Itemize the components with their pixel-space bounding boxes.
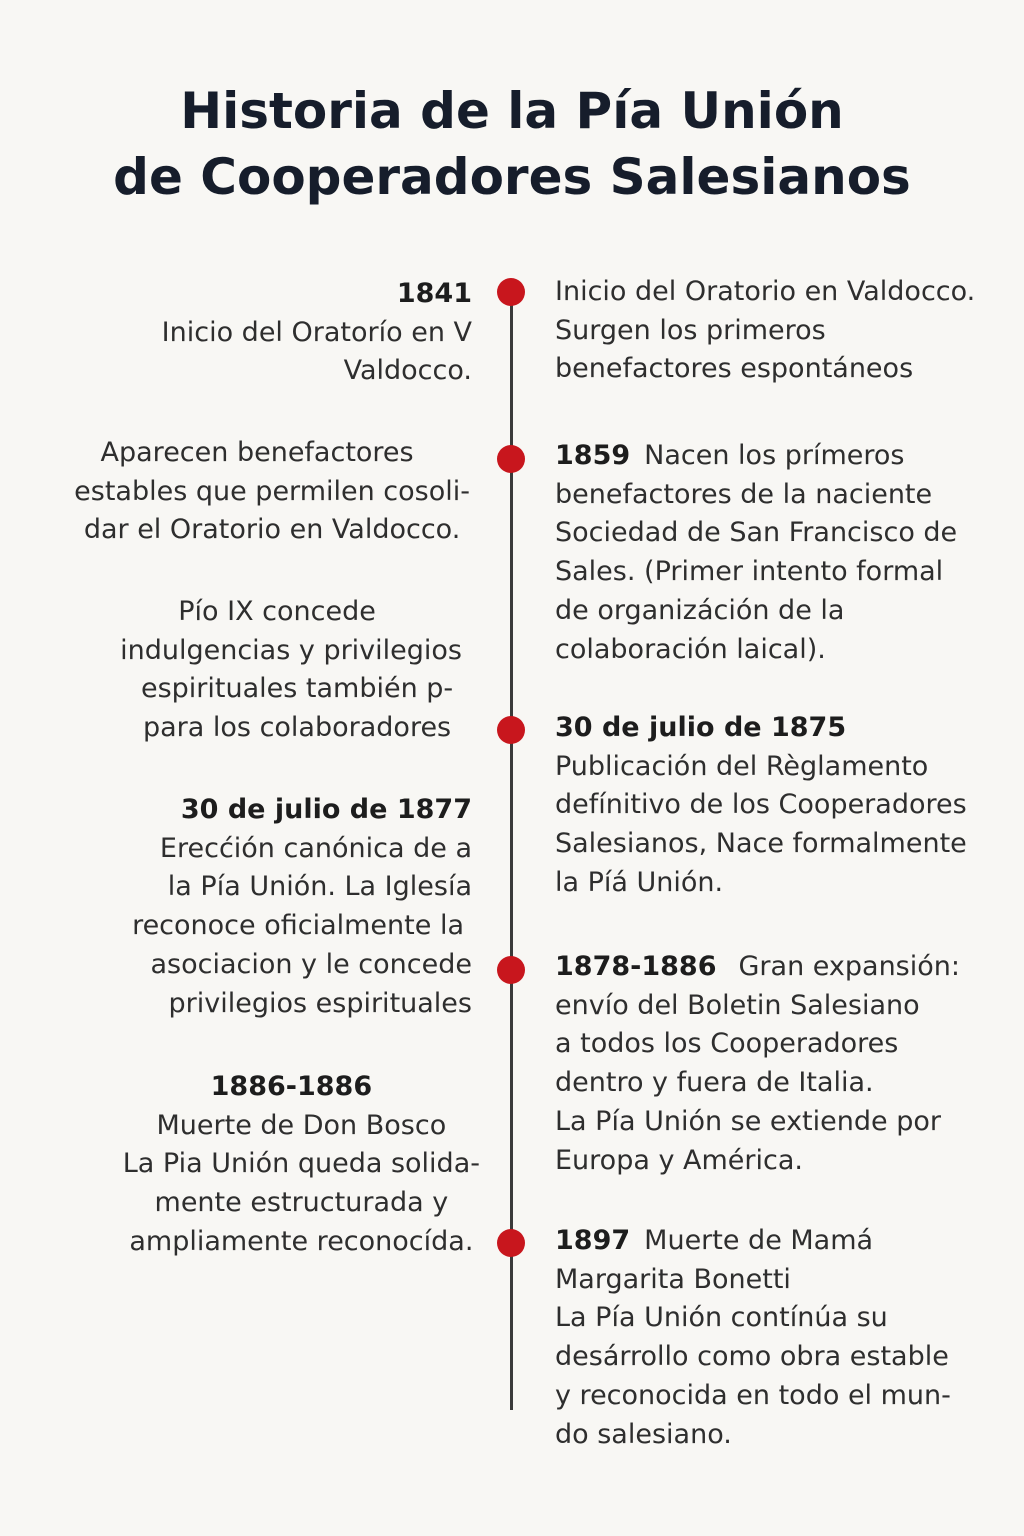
right-entry-1875 <box>555 709 967 903</box>
entry-text-line: Inicio del Oratorío en V <box>161 316 472 348</box>
entry-text-line: colaboración laical). <box>555 633 826 665</box>
entry-text-line: indulgencias y privilegios <box>120 634 462 666</box>
entry-text-line: desárrollo como obra estable <box>555 1341 949 1373</box>
page-title <box>0 78 1024 210</box>
entry-text-line: Muerte de Mamá <box>644 1225 874 1256</box>
entry-text-line: la Pía Unión. La Iglesía <box>167 871 472 903</box>
entry-year: 1886-1886 <box>210 1071 373 1102</box>
entry-text-line: Inicio del Oratorio en Valdocco. <box>555 276 976 307</box>
entry-text-line: Erecćión canónica de a <box>159 832 472 864</box>
entry-year: 30 de julio de 1875 <box>555 712 847 743</box>
title-line-1: Historia de la Pía Unión <box>180 82 844 140</box>
entry-text-line: Surgen los primeros <box>555 314 826 346</box>
entry-text-line: Valdocco. <box>343 355 472 387</box>
right-entry-1897 <box>555 1222 951 1454</box>
entry-text-line: y reconocida en todo el mun- <box>555 1379 951 1411</box>
left-entry-1886 <box>123 1068 480 1262</box>
entry-text-line: Margarita Bonetti <box>555 1263 791 1295</box>
entry-text-line: benefactores de la naciente <box>555 478 933 510</box>
entry-text-line: de organizáción de la <box>555 594 845 626</box>
entry-text-line: Europa y América. <box>555 1144 803 1176</box>
entry-text-line: La Pia Unión queda solida- <box>122 1148 480 1180</box>
entry-text-line: Gran expansión: <box>738 951 960 982</box>
entry-text-line: estables que permilen cosoli- <box>74 475 470 507</box>
title-line-2: de Cooperadores Salesianos <box>113 148 911 206</box>
entry-year: 1897 <box>555 1225 631 1256</box>
entry-text-line: dentro y fuera de Italia. <box>555 1067 874 1099</box>
left-entry-pio-ix <box>120 593 474 748</box>
entry-text-line: asociacion y le concede <box>150 948 472 980</box>
entry-year: 30 de julio de 1877 <box>180 794 472 825</box>
entry-text-line: mente estructurada y <box>154 1187 449 1219</box>
entry-text-line: para los colaboradores <box>142 712 452 744</box>
entry-year: 1859 <box>555 440 631 471</box>
entry-year: 1841 <box>396 278 472 309</box>
right-entry-1878-1886 <box>555 948 960 1180</box>
entry-text-line: envío del Boletin Salesiano <box>555 989 920 1021</box>
entry-text-line: a todos los Cooperadores <box>555 1028 899 1060</box>
entry-year: 1878-1886 <box>555 951 717 982</box>
right-entry-1859 <box>555 437 957 669</box>
timeline-dot-1 <box>497 278 525 306</box>
timeline-dot-2 <box>497 445 525 473</box>
entry-text-line: Muerte de Don Bosco <box>156 1109 447 1141</box>
timeline-dot-5 <box>497 1229 525 1257</box>
timeline-dot-3 <box>497 716 525 744</box>
timeline-dot-4 <box>497 956 525 984</box>
left-entry-1841 <box>162 275 472 391</box>
right-entry-oratorio <box>555 273 975 389</box>
entry-text-line: reconoce oficialmente la <box>132 910 464 942</box>
entry-text-line: Sales. (Primer intento formal <box>555 556 944 588</box>
entry-text-line: Salesianos, Nace formalmente <box>555 828 967 860</box>
entry-text-line: Aparecen benefactores <box>100 437 414 468</box>
entry-text-line: defínitivo de los Cooperadores <box>555 789 967 821</box>
left-entry-benefactores <box>74 434 470 550</box>
entry-text-line: ampliamente reconocída. <box>129 1225 474 1257</box>
entry-text-line: Nacen los prímeros <box>644 440 905 471</box>
entry-text-line: Sociedad de San Francisco de <box>555 517 958 549</box>
entry-text-line: privilegios espirituales <box>168 987 472 1019</box>
entry-text-line: La Pía Unión contínúa su <box>555 1302 888 1334</box>
entry-text-line: La Pía Unión se extiende por <box>555 1105 941 1137</box>
entry-text-line: espirituales también p- <box>140 673 454 705</box>
entry-text-line: benefactores espontáneos <box>555 353 914 385</box>
entry-text-line: Publicación del Règlamento <box>555 750 929 782</box>
entry-text-line: do salesiano. <box>555 1418 732 1450</box>
entry-text-line: Pío IX concede <box>178 596 376 627</box>
entry-text-line: la Píá Unión. <box>555 866 724 898</box>
left-entry-1877 <box>132 791 472 1023</box>
entry-text-line: dar el Oratorio en Valdocco. <box>83 514 461 546</box>
